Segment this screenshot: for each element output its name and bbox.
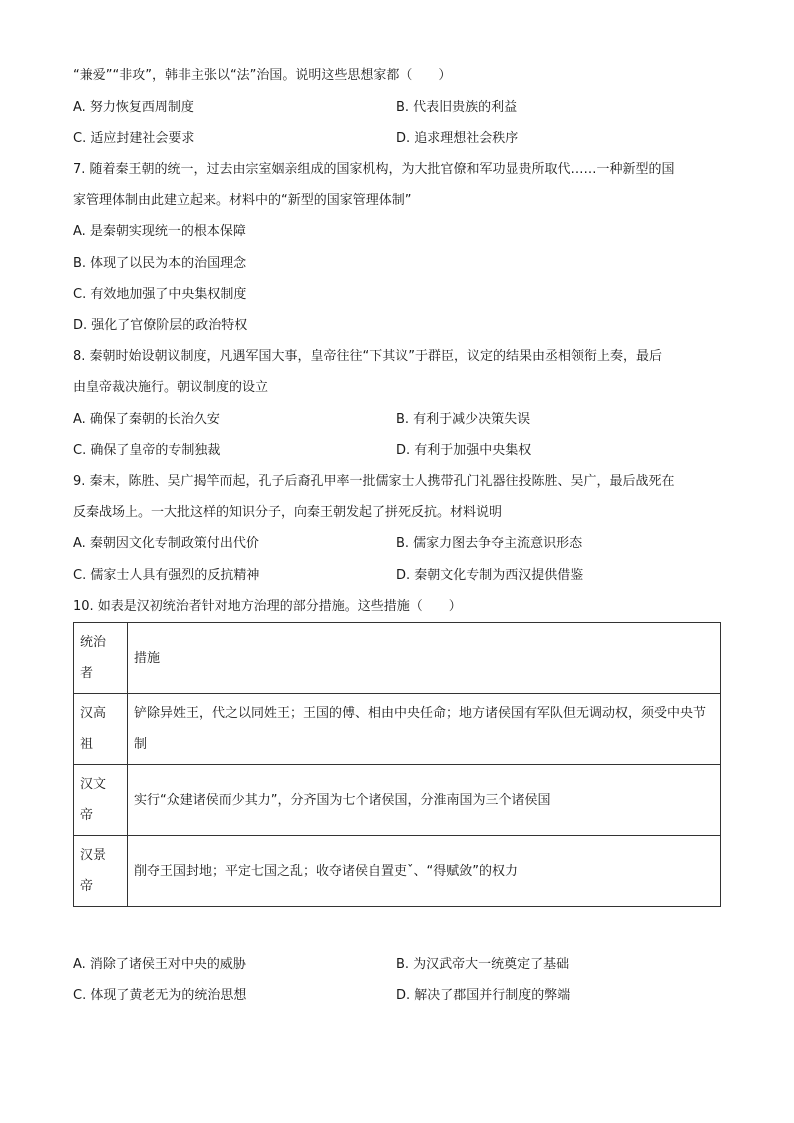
q10-stem: 10. 如表是汉初统治者针对地方治理的部分措施。这些措施（ ） [73, 599, 462, 614]
table-header-ruler: 统治者 [74, 623, 128, 694]
q7-option-a: A. 是秦朝实现统一的根本保障 [73, 224, 246, 239]
q9-option-d: D. 秦朝文化专制为西汉提供借鉴 [396, 568, 584, 583]
table-cell-measures: 削夺王国封地；平定七国之乱；收夺诸侯自置吏ˇ、“得赋敛”的权力 [128, 836, 721, 907]
q9-option-a: A. 秦朝因文化专制政策付出代价 [73, 536, 259, 551]
table-cell-ruler: 汉文帝 [74, 765, 128, 836]
q9-option-c: C. 儒家士人具有强烈的反抗精神 [73, 568, 260, 583]
q7-stem-line-2: 家管理体制由此建立起来。材料中的“新型的国家管理体制” [73, 193, 412, 208]
table-row [74, 694, 721, 765]
q10-option-a: A. 消除了诸侯王对中央的威胁 [73, 957, 246, 972]
q8-option-b: B. 有利于减少决策失误 [396, 412, 531, 427]
q6-option-a: A. 努力恢复西周制度 [73, 100, 194, 115]
q7-stem-line-1: 7. 随着秦王朝的统一，过去由宗室姻亲组成的国家机构，为大批官僚和军功显贵所取代……一种新型的国 [73, 162, 675, 177]
q8-stem-line-1: 8. 秦朝时始设朝议制度，凡遇军国大事，皇帝往往“下其议”于群臣，议定的结果由丞相领衔上奏，最后 [73, 349, 663, 364]
q10-option-d: D. 解决了郡国并行制度的弊端 [396, 988, 571, 1003]
table-header-measures: 措施 [128, 623, 721, 694]
q7-option-c: C. 有效地加强了中央集权制度 [73, 287, 247, 302]
table-row [74, 836, 721, 907]
q8-option-d: D. 有利于加强中央集权 [396, 443, 532, 458]
q7-option-d: D. 强化了官僚阶层的政治特权 [73, 318, 248, 333]
q9-stem-line-1: 9. 秦末，陈胜、吴广揭竿而起，孔子后裔孔甲率一批儒家士人携带孔门礼器往投陈胜、吴广，最后战死在 [73, 474, 675, 489]
table-cell-measures: 铲除异姓王，代之以同姓王；王国的傅、相由中央任命；地方诸侯国有军队但无调动权，须受中央节制 [128, 694, 721, 765]
table-row [74, 765, 721, 836]
q10-option-b: B. 为汉武帝大一统奠定了基础 [396, 957, 570, 972]
q8-stem-line-2: 由皇帝裁决施行。朝议制度的设立 [73, 380, 269, 395]
table-cell-ruler: 汉景帝 [74, 836, 128, 907]
q9-option-b: B. 儒家力图去争夺主流意识形态 [396, 536, 583, 551]
q7-option-b: B. 体现了以民为本的治国理念 [73, 256, 247, 271]
q6-option-b: B. 代表旧贵族的利益 [396, 100, 518, 115]
q8-option-c: C. 确保了皇帝的专制独裁 [73, 443, 221, 458]
question-6-stem-tail: “兼爱”“非攻”，韩非主张以“法”治国。说明这些思想家都（ ） [73, 68, 452, 83]
q8-option-a: A. 确保了秦朝的长治久安 [73, 412, 220, 427]
q9-stem-line-2: 反秦战场上。一大批这样的知识分子，向秦王朝发起了拼死反抗。材料说明 [73, 505, 503, 520]
table-cell-measures: 实行“众建诸侯而少其力”，分齐国为七个诸侯国，分淮南国为三个诸侯国 [128, 765, 721, 836]
table-header-row [74, 623, 721, 694]
q6-option-c: C. 适应封建社会要求 [73, 131, 195, 146]
table-cell-ruler: 汉高祖 [74, 694, 128, 765]
measures-table [73, 622, 721, 907]
q10-option-c: C. 体现了黄老无为的统治思想 [73, 988, 247, 1003]
q6-option-d: D. 追求理想社会秩序 [396, 131, 519, 146]
